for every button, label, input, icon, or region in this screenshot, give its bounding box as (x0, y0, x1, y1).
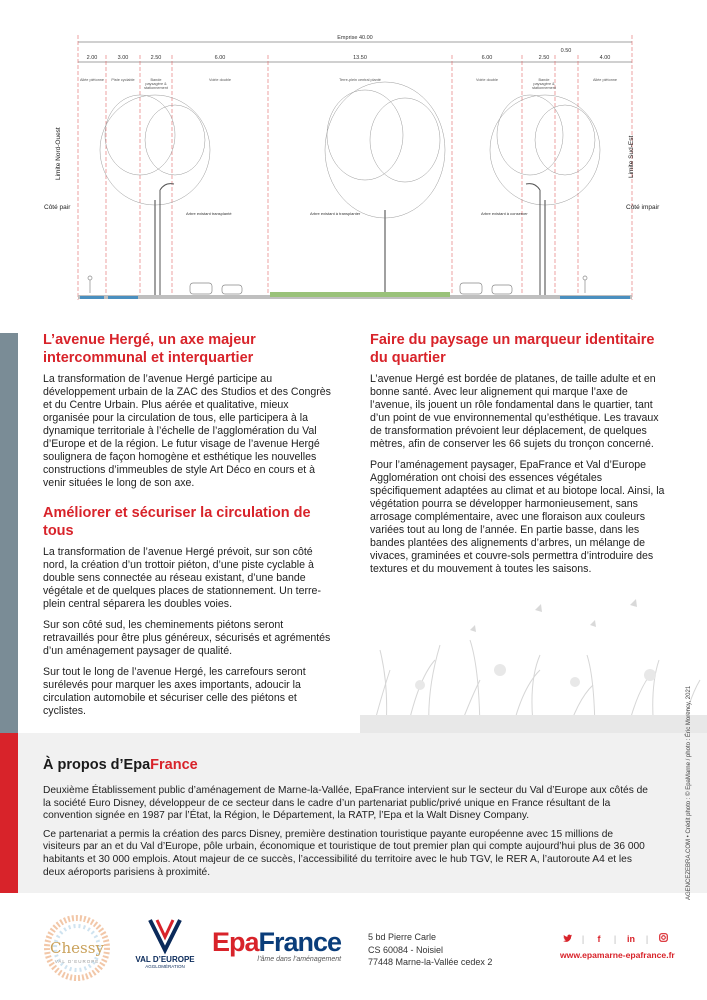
val-europe-name: VAL D’EUROPE (135, 955, 195, 964)
street-cross-section (0, 0, 707, 330)
zone-label: Bande paysagère & stationnement (532, 78, 556, 91)
zone-label: Terre-plein central planté (339, 78, 381, 82)
address-line: 5 bd Pierre Carle (368, 932, 437, 942)
about-title (43, 757, 198, 773)
about-accent-bar (0, 733, 18, 893)
dimension-label: 2.50 (538, 55, 550, 61)
paragraph: La transformation de l’avenue Hergé prévoit, sur son côté nord, la création d’un trottoir piéton, d’une piste cyclable à double sens connectée au réseau existant, d’une bande végétale et de quelques places de stationnement. Un terre-plein central séparera les doubles voies. (43, 546, 321, 610)
chessy-subtitle: VAL D’EUROPE (54, 959, 100, 964)
dimension-label: 6.00 (481, 55, 493, 61)
dimension-label: 4.00 (599, 55, 611, 61)
cross-section-drawing (0, 0, 707, 330)
zone-label: Bande paysagère & stationnement (144, 78, 168, 91)
about-paragraph: Deuxième Établissement public d’aménagement de Marne-la-Vallée, EpaFrance intervient sur le secteur du Val d’Europe aux côtés de la société Euro Disney, développeur de ce secteur dans le cadre d’un partenariat public/privé unique en France résultant de la convention signée en 1987 par l’État, la Région, le Département, la RATP, l’Epa et la Walt Disney Company. (43, 785, 648, 822)
left-column (43, 331, 333, 726)
chessy-name: Chessy (50, 939, 104, 957)
about-title-accent: France (150, 757, 198, 773)
dimension-label: 2.00 (86, 55, 98, 61)
paragraph: Sur tout le long de l’avenue Hergé, les carrefours seront surélevés pour marquer les axes importants, adoucir la circulation automobile et sécuriser celle des piétons et cyclistes. (43, 666, 306, 717)
tree-note: Arbre existant à conserver (481, 211, 528, 216)
photo-credit: AGENCEZEBRA.COM • Crédit photo : © EpaMarne / photo : Éric Morency, 2021 (686, 685, 692, 900)
heading-circulation: Améliorer et sécuriser la circulation de tous (43, 505, 311, 539)
separator: | (581, 933, 585, 944)
footer (0, 893, 707, 1000)
chessy-logo (42, 913, 112, 983)
val-europe-subtitle: AGGLOMÉRATION (145, 964, 185, 969)
side-accent-bar (0, 333, 18, 733)
zone-label: Voirie double (476, 78, 498, 82)
website-link[interactable]: www.epamarne-epafrance.fr (560, 950, 675, 960)
odd-side-label: Côté impair (626, 204, 660, 211)
even-side-label: Côté pair (44, 204, 71, 211)
about-title-prefix: À propos d’Epa (43, 757, 151, 773)
tree-note: Arbre existant transplanté (186, 211, 232, 216)
address-line: 77448 Marne-la-Vallée cedex 2 (368, 957, 493, 967)
dimension-label: 6.00 (214, 55, 226, 61)
zone-label: Allée piétonne (79, 78, 105, 82)
instagram-icon[interactable] (656, 933, 670, 944)
right-column (370, 331, 670, 584)
paragraph: Sur son côté sud, les cheminements piétons seront retravaillés pour être plus généreux, sécurisés et agrémentés d’un aménagement paysager de qualité. (43, 619, 331, 657)
paragraph: La transformation de l’avenue Hergé participe au développement urbain de la ZAC des Studios et des Congrès et du Centre Urbain. Plus aérée et qualitative, mieux organisée pour la circulation de tous, elle participera à la dynamique territoriale à l’échelle de l’agglomération du Val d’Europe et de la région. Le futur visage de l’avenue Hergé soulignera de façon homogène et esthétique les nouvelles constructions d’immeubles de style Art Déco en cours et à venir situées le long de son axe. (43, 373, 331, 489)
facebook-icon[interactable]: f (597, 933, 601, 944)
dimension-label: 2.50 (150, 55, 162, 61)
dimension-label: 0.50 (560, 48, 572, 54)
vegetation-illustration (360, 590, 707, 740)
about-text (43, 785, 653, 885)
zone-label: Allée piétonne (592, 78, 618, 82)
heading-paysage: Faire du paysage un marqueur identitaire du quartier (370, 332, 655, 366)
tree-note: Arbre existant à transplanter (310, 211, 361, 216)
separator: | (645, 933, 649, 944)
zone-label: Voirie double (209, 78, 231, 82)
limit-south-east-label: Limite Sud-Est (628, 135, 635, 178)
postal-address (368, 931, 492, 969)
epa-text: Epa (212, 927, 259, 957)
zone-label: Piste cyclable (111, 78, 135, 82)
address-line: CS 60084 - Noisiel (368, 944, 444, 955)
paragraph: Pour l’aménagement paysager, EpaFrance et Val d’Europe Agglomération ont choisi des essences végétales spécifiquement adaptées au climat et au biotope local. Ainsi, la végétation pourra se développer harmonieusement, sans arrosage complémentaire, avec une floraison aux couleurs variées tout au long de l’année. En partie basse, dans les bandes plantées des alignements d’arbres, un mélange de vivaces, graminées et couvre-sols permettra d’introduire des textures et du mouvement à toutes les saisons. (370, 459, 665, 575)
dimension-label: 3.00 (117, 55, 129, 61)
separator: | (613, 933, 617, 944)
france-text: France (258, 927, 342, 957)
about-section (0, 733, 707, 893)
dimension-label: 13.50 (353, 55, 367, 61)
epafrance-tagline: l’âme dans l’aménagement (257, 956, 342, 963)
linkedin-icon[interactable]: in (627, 933, 635, 944)
paragraph: L’avenue Hergé est bordée de platanes, de taille adulte et en bonne santé. Avec leur alignement qui marque l’axe de l’avenue, ils jouent un rôle fondamental dans le quartier, tant d’un point de vue environnemental qu’esthétique. Les travaux de transformation prévoient leur déplacement, de quelques mètres, afin de conserver les 66 sujets du tronçon concerné. (370, 373, 659, 450)
about-paragraph: Ce partenariat a permis la création des parcs Disney, première destination touristique payante européenne avec 15 millions de visiteurs par an et du Val d’Europe, pôle urbain, économique et touristique de tout premier plan qui compte aujourd’hui plus de 36 000 habitants et 30 000 emplois. Atout majeur de ce succès, l’accessibilité du territoire avec le hub TGV, le RER A, l’autoroute A4 et les deux aéroports parisiens à proximité. (43, 828, 645, 878)
heading-axe-majeur: L’avenue Hergé, un axe majeur intercommunal et interquartier (43, 332, 256, 366)
social-links (560, 933, 675, 960)
val-europe-logo (130, 915, 200, 975)
limit-north-west-label: Limite Nord-Ouest (55, 127, 62, 180)
emprise-label: Emprise 40.00 (337, 35, 373, 41)
twitter-icon[interactable] (560, 934, 574, 944)
epafrance-logo (212, 929, 341, 963)
